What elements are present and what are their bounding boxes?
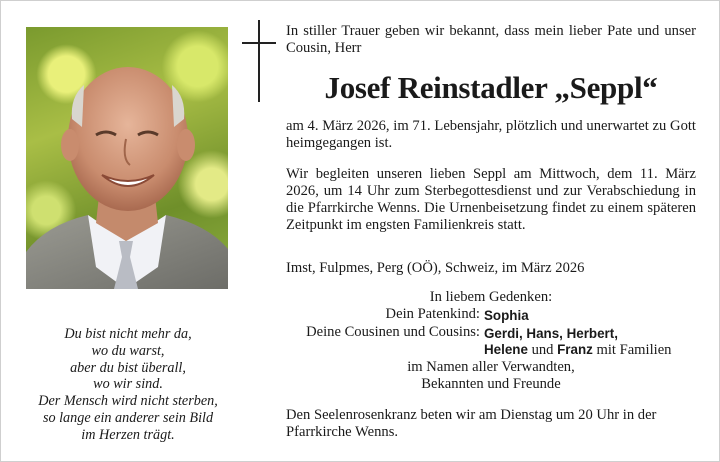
cousin-name: Franz — [557, 342, 593, 357]
death-notice: am 4. März 2026, im 71. Lebensjahr, plötzlich und unerwartet zu Gott heimgegangen ist. — [286, 118, 696, 151]
deceased-name: Josef Reinstadler „Seppl“ — [324, 70, 658, 105]
memory-heading: In liebem Gedenken: — [429, 289, 553, 305]
closing-line: Bekannten und Freunde — [421, 376, 561, 392]
poem-line: wo du warst, — [91, 342, 165, 359]
funeral-details: Wir begleiten unseren lieben Seppl am Mittwoch, dem 11. März 2026, um 14 Uhr zum Sterbegottesdienst und zur Verabschiedung in die Pfarrkirche Wenns. Die Urnenbeisetzung findet zu einem späteren Zeitpunkt im engsten Familienkreis statt. — [286, 166, 696, 233]
memorial-poem — [14, 326, 242, 444]
cousin-name: Helene — [484, 342, 528, 357]
cousins-names-line2 — [484, 341, 671, 359]
rosary-notice: Den Seelenrosenkranz beten wir am Dienstag um 20 Uhr in der Pfarrkirche Wenns. — [286, 407, 657, 440]
poem-line: so lange ein anderer sein Bild — [42, 409, 214, 426]
portrait-photo — [26, 27, 228, 289]
place-date: Imst, Fulpmes, Perg (OÖ), Schweiz, im März 2026 — [286, 260, 585, 276]
cousins-label: Deine Cousinen und Cousins: — [306, 324, 480, 340]
poem-line: im Herzen trägt. — [81, 426, 175, 443]
poem-line: Der Mensch wird nicht sterben, — [38, 393, 218, 410]
families-text: mit Familien — [592, 342, 672, 358]
conjunction: und — [527, 342, 558, 358]
godchild-label: Dein Patenkind: — [385, 306, 480, 322]
godchild-name: Sophia — [484, 308, 529, 323]
cross-icon — [242, 20, 276, 102]
closing-lines — [286, 359, 696, 393]
cousins-names: Gerdi, Hans, Herbert, — [484, 326, 618, 341]
intro-text: In stiller Trauer geben wir bekannt, dass mein lieber Pate und unser Cousin, Herr — [286, 23, 696, 56]
poem-line: wo wir sind. — [93, 376, 163, 393]
portrait-illustration — [26, 27, 228, 289]
closing-line: im Namen aller Verwandten, — [407, 359, 575, 375]
poem-line: aber du bist überall, — [70, 359, 186, 376]
poem-line: Du bist nicht mehr da, — [64, 326, 192, 342]
